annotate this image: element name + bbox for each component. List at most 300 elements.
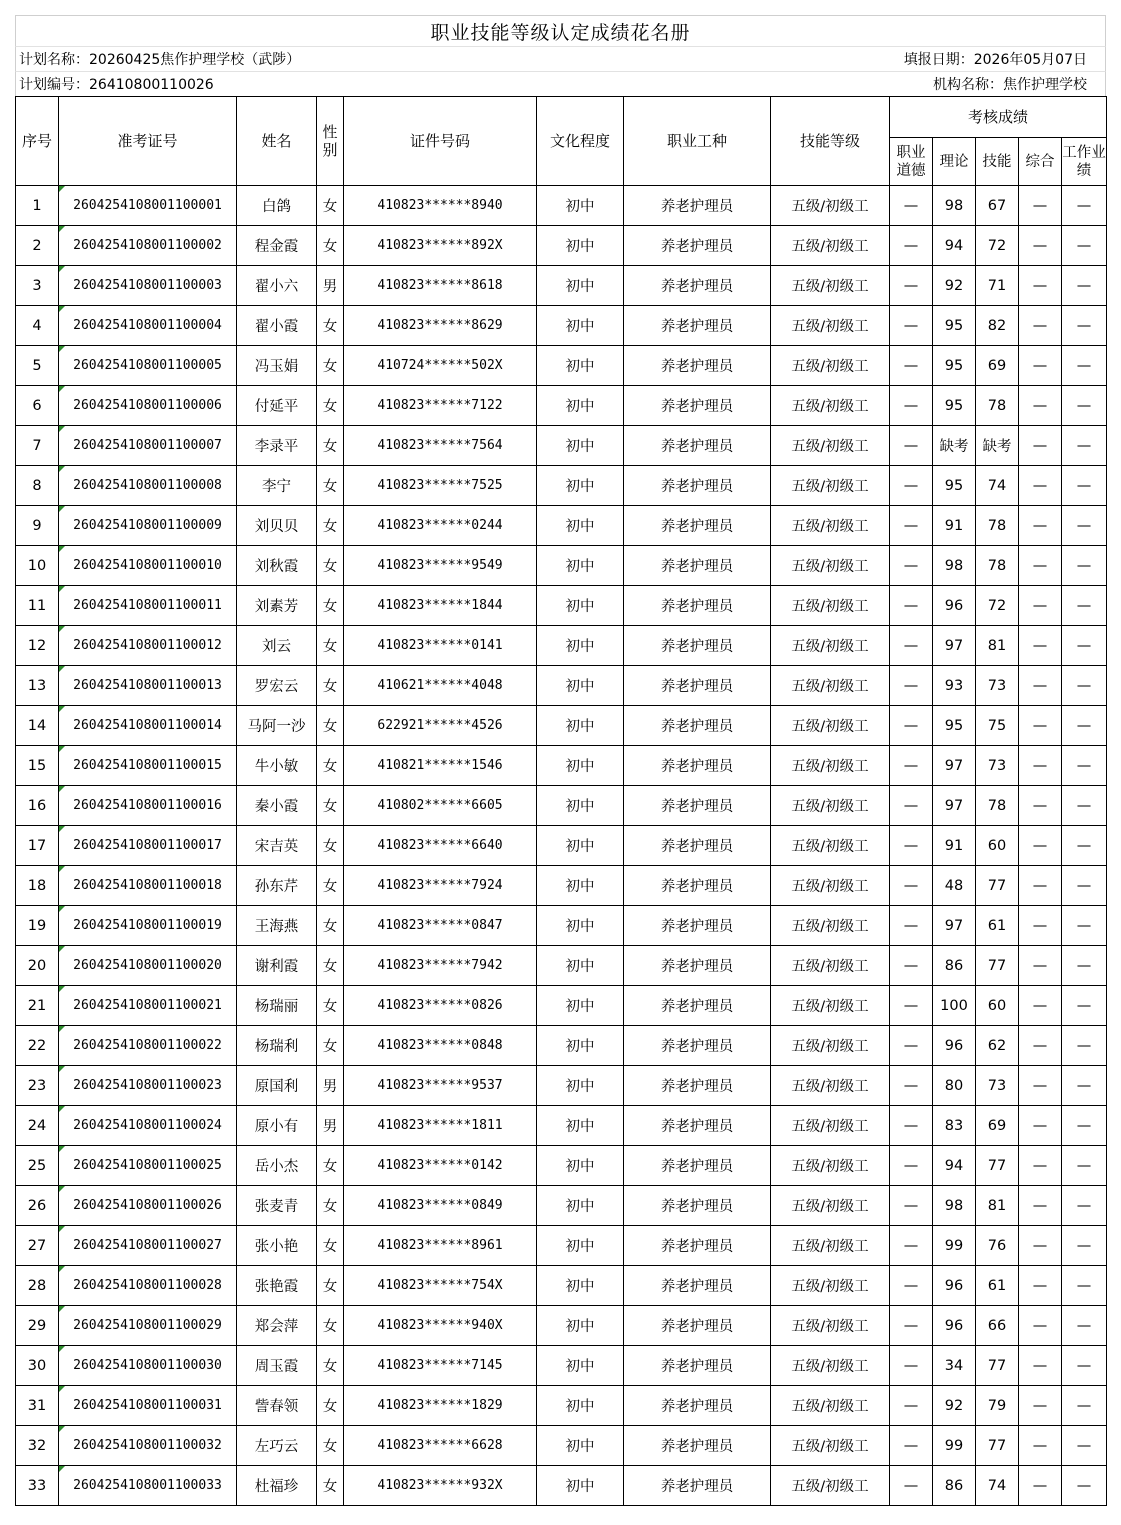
- cell-id-number: 410823******1844: [344, 586, 537, 626]
- cell-overall: —: [1019, 426, 1062, 466]
- cell-seq: 9: [16, 506, 59, 546]
- cell-occupation: 养老护理员: [624, 946, 771, 986]
- cell-skill-level: 五级/初级工: [771, 186, 890, 226]
- cell-name: 李宁: [237, 466, 317, 506]
- header-work-performance: 工作业绩: [1062, 138, 1107, 186]
- cell-name: 刘秋霞: [237, 546, 317, 586]
- table-row: [16, 946, 1107, 986]
- cell-occupation: 养老护理员: [624, 906, 771, 946]
- cell-occupation: 养老护理员: [624, 1346, 771, 1386]
- cell-occupation: 养老护理员: [624, 226, 771, 266]
- cell-overall: —: [1019, 226, 1062, 266]
- cell-skill: 77: [976, 1426, 1019, 1466]
- cell-overall: —: [1019, 1426, 1062, 1466]
- cell-theory: 98: [933, 1186, 976, 1226]
- cell-name: 翟小六: [237, 266, 317, 306]
- cell-overall: —: [1019, 306, 1062, 346]
- cell-overall: —: [1019, 1066, 1062, 1106]
- cell-work-performance: —: [1062, 1386, 1107, 1426]
- cell-overall: —: [1019, 1226, 1062, 1266]
- cell-gender: 女: [317, 1026, 344, 1066]
- roster-sheet: [15, 15, 1106, 1506]
- cell-occupation: 养老护理员: [624, 1266, 771, 1306]
- cell-skill-level: 五级/初级工: [771, 906, 890, 946]
- cell-overall: —: [1019, 1186, 1062, 1226]
- cell-overall: —: [1019, 946, 1062, 986]
- cell-skill-level: 五级/初级工: [771, 746, 890, 786]
- plan-name: 计划名称：20260425焦作护理学校（武陟）: [19, 52, 301, 68]
- cell-gender: 女: [317, 1226, 344, 1266]
- cell-skill-level: 五级/初级工: [771, 1426, 890, 1466]
- cell-gender: 女: [317, 506, 344, 546]
- cell-id-number: 410823******1811: [344, 1106, 537, 1146]
- cell-theory: 99: [933, 1226, 976, 1266]
- cell-seq: 24: [16, 1106, 59, 1146]
- cell-gender: 女: [317, 1186, 344, 1226]
- cell-admit-no: 2604254108001100025: [59, 1146, 237, 1186]
- cell-skill: 81: [976, 1186, 1019, 1226]
- table-row: [16, 706, 1107, 746]
- cell-skill-level: 五级/初级工: [771, 386, 890, 426]
- cell-overall: —: [1019, 1386, 1062, 1426]
- cell-skill: 78: [976, 386, 1019, 426]
- cell-education: 初中: [537, 1306, 624, 1346]
- cell-seq: 21: [16, 986, 59, 1026]
- cell-gender: 女: [317, 306, 344, 346]
- cell-admit-no: 2604254108001100030: [59, 1346, 237, 1386]
- cell-education: 初中: [537, 746, 624, 786]
- info-row-1: [15, 46, 1106, 71]
- cell-gender: 女: [317, 1346, 344, 1386]
- cell-work-performance: —: [1062, 1266, 1107, 1306]
- table-row: [16, 386, 1107, 426]
- cell-seq: 2: [16, 226, 59, 266]
- cell-occupation: 养老护理员: [624, 826, 771, 866]
- cell-theory: 86: [933, 946, 976, 986]
- cell-seq: 20: [16, 946, 59, 986]
- cell-work-performance: —: [1062, 466, 1107, 506]
- cell-education: 初中: [537, 1386, 624, 1426]
- cell-theory: 97: [933, 626, 976, 666]
- cell-id-number: 410823******7122: [344, 386, 537, 426]
- cell-name: 程金霞: [237, 226, 317, 266]
- cell-occupation: 养老护理员: [624, 746, 771, 786]
- cell-admit-no: 2604254108001100027: [59, 1226, 237, 1266]
- cell-overall: —: [1019, 626, 1062, 666]
- cell-seq: 5: [16, 346, 59, 386]
- cell-ethics: —: [890, 506, 933, 546]
- cell-skill-level: 五级/初级工: [771, 1306, 890, 1346]
- cell-skill: 73: [976, 666, 1019, 706]
- cell-name: 李录平: [237, 426, 317, 466]
- cell-work-performance: —: [1062, 186, 1107, 226]
- cell-seq: 4: [16, 306, 59, 346]
- cell-skill: 74: [976, 1466, 1019, 1506]
- cell-overall: —: [1019, 346, 1062, 386]
- cell-education: 初中: [537, 666, 624, 706]
- table-row: [16, 1466, 1107, 1506]
- cell-work-performance: —: [1062, 1066, 1107, 1106]
- cell-id-number: 410823******0142: [344, 1146, 537, 1186]
- cell-id-number: 410823******8629: [344, 306, 537, 346]
- cell-seq: 12: [16, 626, 59, 666]
- cell-id-number: 622921******4526: [344, 706, 537, 746]
- cell-theory: 34: [933, 1346, 976, 1386]
- cell-overall: —: [1019, 746, 1062, 786]
- cell-education: 初中: [537, 986, 624, 1026]
- cell-theory: 92: [933, 1386, 976, 1426]
- cell-id-number: 410823******0141: [344, 626, 537, 666]
- cell-id-number: 410823******0848: [344, 1026, 537, 1066]
- cell-education: 初中: [537, 1186, 624, 1226]
- cell-seq: 23: [16, 1066, 59, 1106]
- cell-admit-no: 2604254108001100020: [59, 946, 237, 986]
- cell-ethics: —: [890, 546, 933, 586]
- cell-occupation: 养老护理员: [624, 266, 771, 306]
- cell-overall: —: [1019, 266, 1062, 306]
- cell-occupation: 养老护理员: [624, 426, 771, 466]
- cell-seq: 15: [16, 746, 59, 786]
- cell-seq: 28: [16, 1266, 59, 1306]
- cell-gender: 女: [317, 346, 344, 386]
- cell-overall: —: [1019, 1466, 1062, 1506]
- cell-name: 谢利霞: [237, 946, 317, 986]
- cell-admit-no: 2604254108001100033: [59, 1466, 237, 1506]
- cell-gender: 女: [317, 906, 344, 946]
- cell-theory: 95: [933, 466, 976, 506]
- cell-id-number: 410724******502X: [344, 346, 537, 386]
- cell-admit-no: 2604254108001100004: [59, 306, 237, 346]
- cell-ethics: —: [890, 906, 933, 946]
- cell-education: 初中: [537, 1466, 624, 1506]
- cell-occupation: 养老护理员: [624, 626, 771, 666]
- cell-theory: 80: [933, 1066, 976, 1106]
- header-scores: 考核成绩: [890, 97, 1107, 138]
- cell-skill-level: 五级/初级工: [771, 1146, 890, 1186]
- cell-skill-level: 五级/初级工: [771, 1386, 890, 1426]
- cell-name: 付延平: [237, 386, 317, 426]
- cell-seq: 31: [16, 1386, 59, 1426]
- cell-name: 宋吉英: [237, 826, 317, 866]
- cell-skill-level: 五级/初级工: [771, 866, 890, 906]
- cell-occupation: 养老护理员: [624, 546, 771, 586]
- cell-id-number: 410823******8961: [344, 1226, 537, 1266]
- cell-admit-no: 2604254108001100016: [59, 786, 237, 826]
- cell-id-number: 410823******1829: [344, 1386, 537, 1426]
- table-row: [16, 1226, 1107, 1266]
- cell-education: 初中: [537, 546, 624, 586]
- cell-overall: —: [1019, 906, 1062, 946]
- cell-theory: 98: [933, 546, 976, 586]
- cell-occupation: 养老护理员: [624, 666, 771, 706]
- cell-education: 初中: [537, 906, 624, 946]
- cell-theory: 83: [933, 1106, 976, 1146]
- cell-skill: 77: [976, 1146, 1019, 1186]
- table-row: [16, 786, 1107, 826]
- header-occupation: 职业工种: [624, 97, 771, 186]
- cell-id-number: 410823******7942: [344, 946, 537, 986]
- cell-skill: 69: [976, 346, 1019, 386]
- cell-ethics: —: [890, 986, 933, 1026]
- cell-education: 初中: [537, 626, 624, 666]
- cell-work-performance: —: [1062, 826, 1107, 866]
- cell-work-performance: —: [1062, 746, 1107, 786]
- cell-education: 初中: [537, 586, 624, 626]
- cell-seq: 17: [16, 826, 59, 866]
- cell-id-number: 410823******7525: [344, 466, 537, 506]
- cell-occupation: 养老护理员: [624, 1466, 771, 1506]
- table-row: [16, 306, 1107, 346]
- cell-admit-no: 2604254108001100026: [59, 1186, 237, 1226]
- cell-skill-level: 五级/初级工: [771, 1106, 890, 1146]
- cell-theory: 98: [933, 186, 976, 226]
- cell-ethics: —: [890, 746, 933, 786]
- cell-ethics: —: [890, 266, 933, 306]
- cell-admit-no: 2604254108001100001: [59, 186, 237, 226]
- cell-work-performance: —: [1062, 706, 1107, 746]
- cell-ethics: —: [890, 1026, 933, 1066]
- table-row: [16, 226, 1107, 266]
- cell-skill: 71: [976, 266, 1019, 306]
- cell-name: 张小艳: [237, 1226, 317, 1266]
- cell-education: 初中: [537, 426, 624, 466]
- cell-admit-no: 2604254108001100032: [59, 1426, 237, 1466]
- score-table: [15, 96, 1107, 1506]
- cell-seq: 26: [16, 1186, 59, 1226]
- cell-skill-level: 五级/初级工: [771, 1266, 890, 1306]
- cell-seq: 33: [16, 1466, 59, 1506]
- cell-occupation: 养老护理员: [624, 986, 771, 1026]
- cell-theory: 86: [933, 1466, 976, 1506]
- cell-ethics: —: [890, 1386, 933, 1426]
- cell-skill: 缺考: [976, 426, 1019, 466]
- cell-skill: 60: [976, 986, 1019, 1026]
- cell-skill-level: 五级/初级工: [771, 506, 890, 546]
- cell-overall: —: [1019, 666, 1062, 706]
- table-row: [16, 506, 1107, 546]
- table-row: [16, 666, 1107, 706]
- cell-gender: 女: [317, 586, 344, 626]
- cell-gender: 女: [317, 706, 344, 746]
- cell-skill-level: 五级/初级工: [771, 226, 890, 266]
- cell-ethics: —: [890, 226, 933, 266]
- cell-occupation: 养老护理员: [624, 1146, 771, 1186]
- cell-education: 初中: [537, 1226, 624, 1266]
- cell-skill-level: 五级/初级工: [771, 706, 890, 746]
- cell-skill: 78: [976, 506, 1019, 546]
- cell-theory: 91: [933, 506, 976, 546]
- cell-skill: 66: [976, 1306, 1019, 1346]
- cell-education: 初中: [537, 1026, 624, 1066]
- cell-overall: —: [1019, 826, 1062, 866]
- cell-work-performance: —: [1062, 666, 1107, 706]
- cell-seq: 1: [16, 186, 59, 226]
- cell-skill-level: 五级/初级工: [771, 826, 890, 866]
- cell-admit-no: 2604254108001100017: [59, 826, 237, 866]
- header-overall: 综合: [1019, 138, 1062, 186]
- cell-theory: 99: [933, 1426, 976, 1466]
- cell-occupation: 养老护理员: [624, 506, 771, 546]
- cell-education: 初中: [537, 706, 624, 746]
- table-row: [16, 1346, 1107, 1386]
- cell-id-number: 410823******0847: [344, 906, 537, 946]
- cell-work-performance: —: [1062, 506, 1107, 546]
- cell-admit-no: 2604254108001100022: [59, 1026, 237, 1066]
- cell-name: 马阿一沙: [237, 706, 317, 746]
- table-body: [16, 186, 1107, 1506]
- cell-admit-no: 2604254108001100031: [59, 1386, 237, 1426]
- header-ethics: 职业道德: [890, 138, 933, 186]
- cell-id-number: 410823******7145: [344, 1346, 537, 1386]
- cell-skill: 72: [976, 226, 1019, 266]
- header-gender: 性别: [317, 97, 344, 186]
- table-row: [16, 1266, 1107, 1306]
- cell-ethics: —: [890, 426, 933, 466]
- cell-gender: 男: [317, 1066, 344, 1106]
- cell-work-performance: —: [1062, 946, 1107, 986]
- cell-id-number: 410823******8940: [344, 186, 537, 226]
- cell-seq: 13: [16, 666, 59, 706]
- cell-skill-level: 五级/初级工: [771, 666, 890, 706]
- cell-work-performance: —: [1062, 226, 1107, 266]
- cell-theory: 100: [933, 986, 976, 1026]
- cell-work-performance: —: [1062, 1466, 1107, 1506]
- table-row: [16, 186, 1107, 226]
- cell-theory: 96: [933, 1266, 976, 1306]
- cell-skill-level: 五级/初级工: [771, 346, 890, 386]
- cell-skill: 78: [976, 546, 1019, 586]
- cell-skill-level: 五级/初级工: [771, 586, 890, 626]
- cell-name: 杨瑞丽: [237, 986, 317, 1026]
- cell-theory: 91: [933, 826, 976, 866]
- cell-ethics: —: [890, 1426, 933, 1466]
- cell-work-performance: —: [1062, 386, 1107, 426]
- cell-theory: 94: [933, 1146, 976, 1186]
- cell-seq: 32: [16, 1426, 59, 1466]
- cell-skill: 77: [976, 1346, 1019, 1386]
- cell-skill: 79: [976, 1386, 1019, 1426]
- cell-gender: 女: [317, 426, 344, 466]
- cell-skill-level: 五级/初级工: [771, 1226, 890, 1266]
- cell-occupation: 养老护理员: [624, 866, 771, 906]
- cell-id-number: 410823******9537: [344, 1066, 537, 1106]
- cell-work-performance: —: [1062, 866, 1107, 906]
- cell-theory: 95: [933, 306, 976, 346]
- cell-overall: —: [1019, 986, 1062, 1026]
- header-skill: 技能: [976, 138, 1019, 186]
- cell-ethics: —: [890, 826, 933, 866]
- cell-seq: 22: [16, 1026, 59, 1066]
- header-id-number: 证件号码: [344, 97, 537, 186]
- cell-name: 王海燕: [237, 906, 317, 946]
- cell-admit-no: 2604254108001100012: [59, 626, 237, 666]
- cell-name: 张艳霞: [237, 1266, 317, 1306]
- cell-occupation: 养老护理员: [624, 1186, 771, 1226]
- cell-education: 初中: [537, 1146, 624, 1186]
- cell-education: 初中: [537, 1066, 624, 1106]
- cell-overall: —: [1019, 1026, 1062, 1066]
- cell-skill-level: 五级/初级工: [771, 1066, 890, 1106]
- cell-education: 初中: [537, 1346, 624, 1386]
- cell-overall: —: [1019, 186, 1062, 226]
- cell-occupation: 养老护理员: [624, 466, 771, 506]
- header-skill-level: 技能等级: [771, 97, 890, 186]
- cell-work-performance: —: [1062, 626, 1107, 666]
- cell-skill: 61: [976, 906, 1019, 946]
- table-row: [16, 586, 1107, 626]
- header-education: 文化程度: [537, 97, 624, 186]
- cell-id-number: 410823******7924: [344, 866, 537, 906]
- cell-occupation: 养老护理员: [624, 186, 771, 226]
- cell-admit-no: 2604254108001100021: [59, 986, 237, 1026]
- table-row: [16, 1386, 1107, 1426]
- cell-skill-level: 五级/初级工: [771, 266, 890, 306]
- cell-name: 杨瑞利: [237, 1026, 317, 1066]
- cell-occupation: 养老护理员: [624, 586, 771, 626]
- cell-work-performance: —: [1062, 266, 1107, 306]
- cell-skill-level: 五级/初级工: [771, 946, 890, 986]
- cell-overall: —: [1019, 586, 1062, 626]
- cell-admit-no: 2604254108001100024: [59, 1106, 237, 1146]
- cell-occupation: 养老护理员: [624, 1226, 771, 1266]
- cell-id-number: 410823******0849: [344, 1186, 537, 1226]
- cell-work-performance: —: [1062, 786, 1107, 826]
- cell-ethics: —: [890, 1466, 933, 1506]
- cell-name: 訾春领: [237, 1386, 317, 1426]
- cell-gender: 女: [317, 1466, 344, 1506]
- cell-ethics: —: [890, 706, 933, 746]
- cell-skill-level: 五级/初级工: [771, 1186, 890, 1226]
- cell-name: 翟小霞: [237, 306, 317, 346]
- cell-name: 张麦青: [237, 1186, 317, 1226]
- cell-id-number: 410823******0244: [344, 506, 537, 546]
- cell-education: 初中: [537, 186, 624, 226]
- cell-skill: 73: [976, 1066, 1019, 1106]
- cell-work-performance: —: [1062, 546, 1107, 586]
- cell-work-performance: —: [1062, 306, 1107, 346]
- cell-occupation: 养老护理员: [624, 386, 771, 426]
- cell-occupation: 养老护理员: [624, 706, 771, 746]
- cell-gender: 女: [317, 186, 344, 226]
- cell-seq: 27: [16, 1226, 59, 1266]
- cell-ethics: —: [890, 946, 933, 986]
- cell-name: 孙东芹: [237, 866, 317, 906]
- cell-overall: —: [1019, 786, 1062, 826]
- cell-theory: 缺考: [933, 426, 976, 466]
- cell-skill: 77: [976, 866, 1019, 906]
- table-row: [16, 346, 1107, 386]
- cell-overall: —: [1019, 1106, 1062, 1146]
- cell-work-performance: —: [1062, 986, 1107, 1026]
- cell-work-performance: —: [1062, 1426, 1107, 1466]
- cell-skill: 82: [976, 306, 1019, 346]
- cell-ethics: —: [890, 1186, 933, 1226]
- cell-skill-level: 五级/初级工: [771, 786, 890, 826]
- cell-education: 初中: [537, 306, 624, 346]
- cell-admit-no: 2604254108001100007: [59, 426, 237, 466]
- cell-education: 初中: [537, 466, 624, 506]
- cell-skill: 77: [976, 946, 1019, 986]
- cell-skill-level: 五级/初级工: [771, 546, 890, 586]
- cell-overall: —: [1019, 1346, 1062, 1386]
- table-row: [16, 906, 1107, 946]
- cell-name: 左巧云: [237, 1426, 317, 1466]
- cell-seq: 18: [16, 866, 59, 906]
- cell-id-number: 410823******892X: [344, 226, 537, 266]
- cell-occupation: 养老护理员: [624, 306, 771, 346]
- cell-overall: —: [1019, 546, 1062, 586]
- cell-theory: 96: [933, 1026, 976, 1066]
